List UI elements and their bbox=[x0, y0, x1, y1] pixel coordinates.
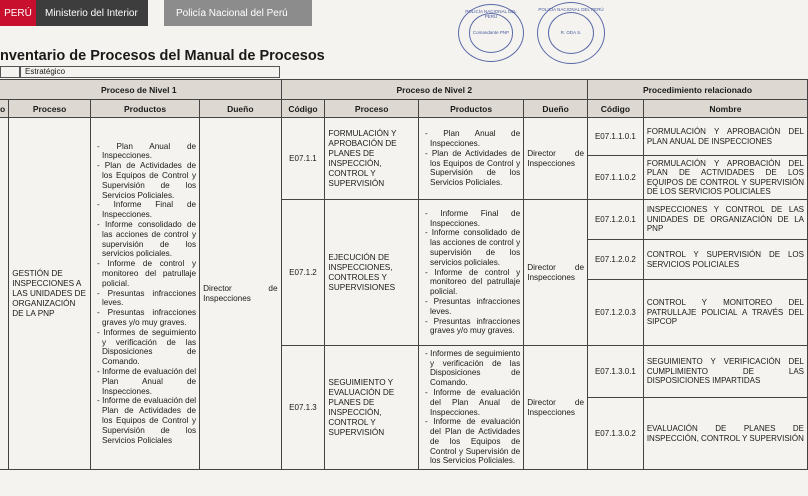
procedure-name: EVALUACIÓN DE PLANES DE INSPECCIÓN, CONTROL Y SUPERVISIÓN bbox=[643, 398, 807, 470]
process-inventory-table bbox=[0, 79, 808, 470]
procedure-code: E07.1.2.0.3 bbox=[588, 280, 644, 346]
list-item: - Presuntas infracciones graves y/o muy graves. bbox=[425, 317, 520, 337]
level2-owner: Director de Inspecciones bbox=[524, 346, 588, 470]
list-item: - Informe de control y monitoreo del patrullaje policial. bbox=[425, 268, 520, 297]
category-row bbox=[0, 66, 280, 78]
procedure-code: E07.1.2.0.2 bbox=[588, 240, 644, 280]
level2-code: E07.1.3 bbox=[281, 346, 325, 470]
procedure-name: FORMULACIÓN Y APROBACIÓN DEL PLAN DE ACTIVIDADES DE LOS EQUIPOS DE CONTROL Y SUPERVISIÓN DE LOS SERVICIOS POLICIALES bbox=[643, 156, 807, 200]
procedure-code: E07.1.2.0.1 bbox=[588, 200, 644, 240]
level2-code: E07.1.1 bbox=[281, 118, 325, 200]
list-item: - Informe consolidado de las acciones de control y supervisión de los servicios policiales. bbox=[97, 220, 196, 259]
group-header-level2: Proceso de Nivel 2 bbox=[281, 80, 587, 100]
procedure-code: E07.1.1.0.2 bbox=[588, 156, 644, 200]
ministry-label: Ministerio del Interior bbox=[36, 0, 148, 26]
col-header-rel-code: Código bbox=[588, 100, 644, 118]
procedure-name: CONTROL Y SUPERVISIÓN DE LOS SERVICIOS POLICIALES bbox=[643, 240, 807, 280]
group-header-related: Procedimiento relacionado bbox=[588, 80, 808, 100]
list-item: - Presuntas infracciones leves. bbox=[97, 289, 196, 309]
list-item: - Informe Final de Inspecciones. bbox=[425, 209, 520, 229]
group-header-level1: Proceso de Nivel 1 bbox=[0, 80, 281, 100]
stamp-inner-text: Comandante PNP bbox=[469, 13, 514, 52]
level2-process: EJECUCIÓN DE INSPECCIONES, CONTROLES Y SUPERVISIONES bbox=[325, 200, 419, 346]
col-header-cut: o bbox=[0, 100, 9, 118]
list-item: - Informe consolidado de las acciones de control y supervisión de los servicios policiales. bbox=[425, 228, 520, 267]
level2-products bbox=[418, 346, 523, 470]
col-header-rel-name: Nombre bbox=[643, 100, 807, 118]
procedure-name: INSPECCIONES Y CONTROL DE LAS UNIDADES DE ORGANIZACIÓN DE LA PNP bbox=[643, 200, 807, 240]
procedure-name: FORMULACIÓN Y APROBACIÓN DEL PLAN ANUAL DE INSPECCIONES bbox=[643, 118, 807, 156]
list-item: - Plan de Actividades de los Equipos de Control y Supervisión de los Servicios Policiales. bbox=[97, 161, 196, 200]
list-item: - Informes de seguimiento y verificación de las Disposiciones de Comando. bbox=[425, 349, 520, 388]
col-header-l2-process: Proceso bbox=[325, 100, 419, 118]
level2-products bbox=[418, 200, 523, 346]
col-header-l2-owner: Dueño bbox=[524, 100, 588, 118]
category-label: Estratégico bbox=[20, 66, 280, 78]
list-item: - Informe de evaluación del Plan Anual de Inspecciones. bbox=[97, 367, 196, 396]
peru-badge: PERÚ bbox=[0, 0, 36, 26]
stamp-inner-text: R. ODA S. bbox=[548, 12, 594, 54]
col-header-l1-owner: Dueño bbox=[200, 100, 281, 118]
list-item: - Presuntas infracciones leves. bbox=[425, 297, 520, 317]
level2-owner: Director de Inspecciones bbox=[524, 200, 588, 346]
stamp-ring-text: POLICÍA NACIONAL DEL PERÚ bbox=[465, 9, 517, 19]
list-item: - Informe de evaluación del Plan de Actividades de los Equipos de Control y Supervisión de los Servicios Policiales. bbox=[425, 417, 520, 466]
level2-owner: Director de Inspecciones bbox=[524, 118, 588, 200]
list-item: - Informe de evaluación del Plan Anual de Inspecciones. bbox=[425, 388, 520, 417]
list-item: - Informe de evaluación del Plan de Actividades de los Equipos de Control y Supervisión de los Servicios Policiales bbox=[97, 396, 196, 445]
level1-products bbox=[90, 118, 199, 470]
list-item: - Plan Anual de Inspecciones. bbox=[97, 142, 196, 162]
procedure-code: E07.1.3.0.2 bbox=[588, 398, 644, 470]
level2-code: E07.1.2 bbox=[281, 200, 325, 346]
institution-header bbox=[0, 0, 312, 26]
level1-owner: Director de Inspecciones bbox=[200, 118, 281, 470]
procedure-name: SEGUIMIENTO Y VERIFICACIÓN DEL CUMPLIMIENTO DE LAS DISPOSICIONES IMPARTIDAS bbox=[643, 346, 807, 398]
col-header-l2-products: Productos bbox=[418, 100, 523, 118]
list-item: - Plan de Actividades de los Equipos de Control y Supervisión de los Servicios Policiales. bbox=[425, 149, 520, 188]
table-row bbox=[0, 118, 808, 156]
official-stamp-2 bbox=[537, 2, 605, 64]
list-item: - Informes de seguimiento y verificación de las Disposiciones de Comando. bbox=[97, 328, 196, 367]
procedure-name: CONTROL Y MONITOREO DEL PATRULLAJE POLICIAL A TRAVÉS DEL SIPCOP bbox=[643, 280, 807, 346]
document-title: nventario de Procesos del Manual de Procesos bbox=[0, 48, 325, 64]
stamp-ring-text: POLICÍA NACIONAL DEL PERÚ bbox=[538, 7, 604, 12]
level2-process: SEGUIMIENTO Y EVALUACIÓN DE PLANES DE INSPECCIÓN, CONTROL Y SUPERVISIÓN bbox=[325, 346, 419, 470]
level2-products bbox=[418, 118, 523, 200]
list-item: - Informe Final de Inspecciones. bbox=[97, 200, 196, 220]
level1-process: GESTIÓN DE INSPECCIONES A LAS UNIDADES DE ORGANIZACIÓN DE LA PNP bbox=[9, 118, 91, 470]
col-header-l1-process: Proceso bbox=[9, 100, 91, 118]
list-item: - Presuntas infracciones graves y/o muy graves. bbox=[97, 308, 196, 328]
list-item: - Plan Anual de Inspecciones. bbox=[425, 129, 520, 149]
col-header-l2-code: Código bbox=[281, 100, 325, 118]
list-item: - Informe de control y monitoreo del patrullaje policial. bbox=[97, 259, 196, 288]
level2-process: FORMULACIÓN Y APROBACIÓN DE PLANES DE INSPECCIÓN, CONTROL Y SUPERVISIÓN bbox=[325, 118, 419, 200]
col-header-l1-products: Productos bbox=[90, 100, 199, 118]
official-stamp-1 bbox=[458, 4, 524, 62]
procedure-code: E07.1.1.0.1 bbox=[588, 118, 644, 156]
procedure-code: E07.1.3.0.1 bbox=[588, 346, 644, 398]
police-label: Policía Nacional del Perú bbox=[164, 0, 312, 26]
